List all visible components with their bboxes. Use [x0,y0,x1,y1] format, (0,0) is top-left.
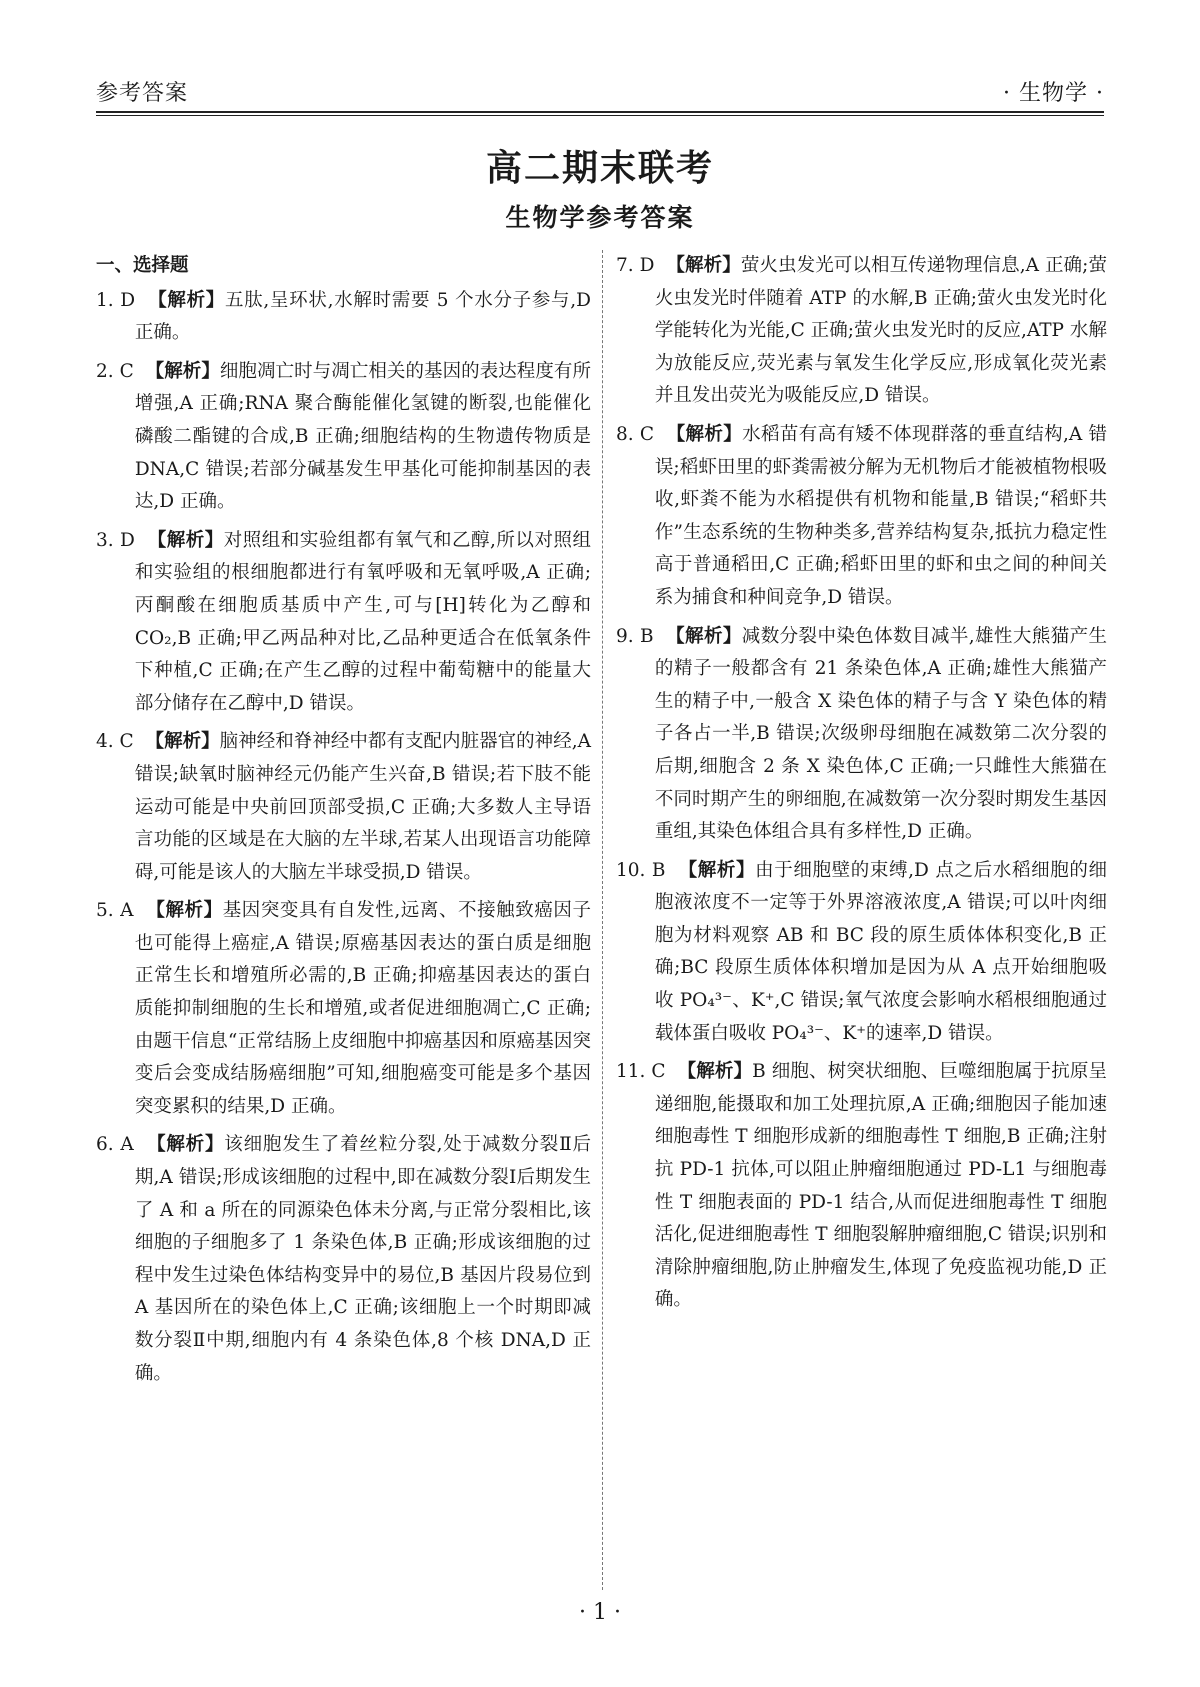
analysis-tag: 【解析】 [678,859,756,881]
analysis-tag: 【解析】 [666,625,742,647]
answer-text: 该细胞发生了着丝粒分裂,处于减数分裂Ⅱ后期,A 错误;形成该细胞的过程中,即在减数分裂Ⅰ后期发生了 A 和 a 所在的同源染色体未分离,与正常分裂相比,该细胞的子细胞多了 1 条染色体,B 正确;形成该细胞的过程中发生过染色体结构变异中的易位,B 基因片段易位到 A 基因所在的染色体上,C 正确;该细胞上一个时期即减数分裂Ⅱ中期,细胞内有 4 条染色体,8 个核 DNA,D 正确。 [134,1134,591,1384]
page-subtitle: 生物学参考答案 [505,203,695,232]
analysis-tag: 【解析】 [145,731,220,753]
header-left-label: 参考答案 [96,81,189,106]
answer-item [96,726,591,889]
answer-number: 11. C [616,1061,666,1083]
analysis-tag: 【解析】 [146,900,223,922]
answer-number: 3. D [96,529,135,551]
answer-text: 脑神经和脊神经中都有支配内脏器官的神经,A 错误;缺氧时脑神经元仍能产生兴奋,B 错误;若下肢不能运动可能是中央前回顶部受损,C 正确;大多数人主导语言功能的区域是在大脑的左半球,若某人出现语言功能障碍,可能是该人的大脑左半球受损,D 错误。 [134,731,591,883]
analysis-tag: 【解析】 [677,1061,753,1083]
answer-item [96,356,591,519]
answer-number: 8. C [616,423,655,445]
answer-text: 对照组和实验组都有氧气和乙醇,所以对照组和实验组的根细胞都进行有氧呼吸和无氧呼吸,A 正确;丙酮酸在细胞质基质中产生,可与[H]转化为乙醇和 CO₂,B 正确;甲乙两品种对比,乙品种更适合在低氧条件下种植,C 正确;在产生乙醇的过程中葡萄糖中的能量大部分储存在乙醇中,D 错误。 [134,529,591,714]
header-subject-label: · 生物学 · [1003,81,1104,106]
page-title: 高二期末联考 [485,147,714,189]
answer-item [616,621,1107,849]
analysis-tag: 【解析】 [147,1134,225,1156]
answer-text: B 细胞、树突状细胞、巨噬细胞属于抗原呈递细胞,能摄取和加工处理抗原,A 正确;细胞因子能加速细胞毒性 T 细胞形成新的细胞毒性 T 细胞,B 正确;注射抗 PD-1 抗体,可以阻止肿瘤细胞通过 PD-L1 与细胞毒性 T 细胞表面的 PD-1 结合,从而促进细胞毒性 T 细胞活化,促进细胞毒性 T 细胞裂解肿瘤细胞,C 错误;识别和清除肿瘤细胞,防止肿瘤发生,体现了免疫监视功能,D 正确。 [654,1061,1107,1311]
answer-number: 10. B [616,859,666,881]
answer-item [96,895,591,1123]
analysis-tag: 【解析】 [147,529,224,551]
answer-text: 减数分裂中染色体数目减半,雄性大熊猫产生的精子一般都含有 21 条染色体,A 正确;雄性大熊猫产生的精子中,一般含 X 染色体的精子与含 Y 染色体的精子各占一半,B 错误;次级卵母细胞在减数第二次分裂的后期,细胞含 2 条 X 染色体,C 正确;一只雌性大熊猫在不同时期产生的卵细胞,在减数第一次分裂时期发生基因重组,其染色体组合具有多样性,D 正确。 [654,625,1107,843]
answer-item [96,1129,591,1390]
analysis-tag: 【解析】 [666,255,741,276]
section-heading: 一、选择题 [96,255,189,276]
header-rule [96,111,1104,113]
answer-item [96,285,591,350]
answer-text: 由于细胞壁的束缚,D 点之后水稻细胞的细胞液浓度不一定等于外界溶液浓度,A 错误;可以叶肉细胞为材料观察 AB 和 BC 段的原生质体体积变化,B 正确;BC 段原生质体体积增加是因为从 A 点开始细胞吸收 PO₄³⁻、K⁺,C 错误;氧气浓度会影响水稻根细胞通过载体蛋白吸收 PO₄³⁻、K⁺的速率,D 错误。 [654,859,1107,1044]
answer-text: 萤火虫发光可以相互传递物理信息,A 正确;萤火虫发光时伴随着 ATP 的水解,B 正确;萤火虫发光时化学能转化为光能,C 正确;萤火虫发光时的反应,ATP 水解为放能反应,荧光素与氧发生化学反应,形成氧化荧光素并且发出荧光为吸能反应,D 错误。 [654,255,1107,407]
answer-number: 1. D [96,289,136,311]
answer-number: 6. A [96,1134,134,1156]
page-header [96,76,1104,110]
answer-number: 9. B [616,625,654,647]
answer-item [616,419,1107,615]
answer-item [616,250,1107,413]
left-column [96,250,591,1396]
header-rule-thin [96,115,1104,116]
answer-item [616,855,1107,1051]
right-column [616,250,1107,1323]
answer-text: 五肽,呈环状,水解时需要 5 个水分子参与,D 正确。 [134,289,591,344]
answer-text: 水稻苗有高有矮不体现群落的垂直结构,A 错误;稻虾田里的虾粪需被分解为无机物后才能被植物根吸收,虾粪不能为水稻提供有机物和能量,B 错误;“稻虾共作”生态系统的生物种类多,营养结构复杂,抵抗力稳定性高于普通稻田,C 正确;稻虾田里的虾和虫之间的种间关系为捕食和种间竞争,D 错误。 [654,423,1108,608]
page-number: · 1 · [579,1600,621,1625]
answer-number: 4. C [96,731,134,753]
answer-item [96,525,591,721]
answer-number: 5. A [96,900,134,922]
answer-number: 7. D [616,255,655,276]
analysis-tag: 【解析】 [145,360,220,382]
answer-text: 基因突变具有自发性,远离、不接触致癌因子也可能得上癌症,A 错误;原癌基因表达的蛋白质是细胞正常生长和增殖所必需的,B 正确;抑癌基因表达的蛋白质能抑制细胞的生长和增殖,或者促进细胞凋亡,C 正确;由题干信息“正常结肠上皮细胞中抑癌基因和原癌基因突变后会变成结肠癌细胞”可知,细胞癌变可能是多个基因突变累积的结果,D 正确。 [134,900,591,1117]
column-divider [602,250,603,1590]
analysis-tag: 【解析】 [148,289,226,311]
answer-item [616,1056,1107,1317]
answer-number: 2. C [96,360,134,382]
answer-text: 细胞凋亡时与凋亡相关的基因的表达程度有所增强,A 正确;RNA 聚合酶能催化氢键的断裂,也能催化磷酸二酯键的合成,B 正确;细胞结构的生物遗传物质是 DNA,C 错误;若部分碱基发生甲基化可能抑制基因的表达,D 正确。 [134,360,591,513]
analysis-tag: 【解析】 [666,423,743,445]
